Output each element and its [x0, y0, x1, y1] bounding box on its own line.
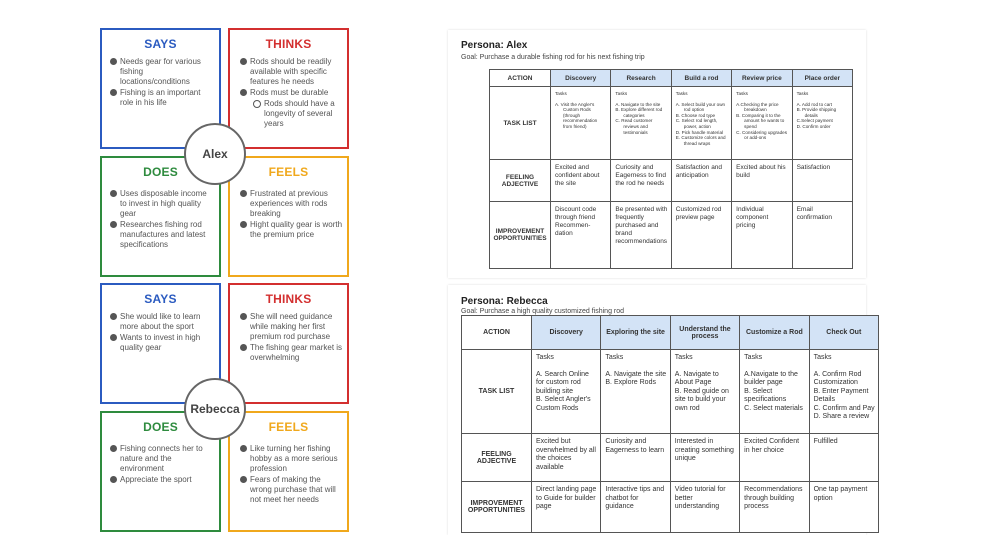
bullet-item: Rods must be durable — [240, 88, 343, 98]
bullet-item: Fears of making the wrong purchase that will not meet her needs — [240, 475, 343, 505]
quadrant-title: THINKS — [265, 37, 312, 51]
row-label: IMPROVEMENT OPPORTUNITIES — [462, 482, 532, 533]
cell-text: A. Navigate to the site — [615, 101, 661, 107]
cell-text: C. Confirm and Pay — [813, 404, 875, 412]
journey-table — [461, 315, 879, 533]
cell-text: Recommendations through building process — [744, 486, 803, 510]
bullet-item: Researches fishing rod manufactures and latest specifications — [110, 220, 215, 250]
cell-text: Discount code through friend Recommen-dation — [555, 206, 597, 237]
table-cell — [671, 202, 731, 269]
table-cell — [809, 482, 878, 533]
empathy-map-rebecca — [100, 283, 350, 533]
table-cell — [792, 87, 852, 160]
table-cell — [532, 350, 601, 434]
table-cell — [671, 87, 731, 160]
cell-text: D. Confirm order — [796, 123, 831, 129]
table-cell — [551, 160, 611, 202]
cell-heading: Tasks — [536, 354, 554, 361]
bullet-item: Needs gear for various fishing locations/conditions — [110, 57, 215, 87]
table-cell — [551, 87, 611, 160]
feels-quadrant — [228, 411, 349, 532]
spacer — [605, 363, 666, 371]
table-row — [490, 87, 853, 160]
cell-text: A. Search Online for custom rod building site — [536, 370, 589, 395]
spacer — [675, 363, 736, 371]
table-cell — [732, 87, 792, 160]
bullet-list — [230, 189, 347, 240]
cell-heading: Tasks — [736, 91, 748, 96]
table-cell — [670, 350, 739, 434]
table-cell — [551, 202, 611, 269]
cell-text: Curiosity and Eagerness to learn — [605, 438, 665, 454]
table-cell — [532, 482, 601, 533]
action-header: ACTION — [490, 70, 551, 87]
bullet-item: Fishing is an important role in his life — [110, 88, 215, 108]
table-cell — [532, 434, 601, 482]
bullet-list — [230, 312, 347, 363]
cell-text: Direct landing page to Guide for builder page — [536, 486, 597, 510]
persona-name-circle: Rebecca — [184, 378, 246, 440]
cell-text: Excited about his build — [736, 164, 786, 179]
cell-text: C. Select rod length, power, action — [675, 118, 718, 129]
cell-text: B. Choose rod type — [675, 112, 716, 118]
stage-header: Exploring the site — [601, 316, 670, 350]
cell-text: Excited Confident in her choice — [744, 438, 800, 454]
cell-heading: Tasks — [615, 91, 628, 96]
cell-text: Be presented with frequently purchased and brand recommendations — [615, 206, 668, 245]
cell-text: A. Visit the Angler's Custom Rods (through recommendation from friend) — [555, 101, 598, 129]
cell-text: Customized rod preview page — [675, 206, 722, 221]
cell-text: Fulfilled — [813, 438, 838, 445]
table-cell — [740, 434, 809, 482]
cell-text: Satisfaction and anticipation — [675, 164, 723, 179]
quadrant-title: THINKS — [265, 292, 312, 306]
cell-heading: Tasks — [555, 91, 567, 96]
table-cell — [740, 482, 809, 533]
table-cell — [611, 160, 671, 202]
cell-text: Email confirmation — [796, 206, 832, 221]
bullet-item: Rods should be readily available with specific features he needs — [240, 57, 343, 87]
stage-header: Customize a Rod — [740, 316, 809, 350]
bullet-list — [102, 57, 219, 108]
cell-text: One tap payment option — [813, 486, 868, 502]
feels-quadrant — [228, 156, 349, 277]
bullet-item: The fishing gear market is overwhelming — [240, 343, 343, 363]
table-cell — [601, 350, 670, 434]
stage-header: Research — [611, 70, 671, 87]
quadrant-title: FEELS — [268, 420, 309, 434]
persona-name-circle: Alex — [184, 123, 246, 185]
table-cell — [740, 350, 809, 434]
cell-text: C.Select payment — [796, 118, 833, 124]
bullet-item: She would like to learn more about the sport — [110, 312, 215, 332]
cell-text: B. Comparing it to the amount he wants to spend — [736, 112, 785, 129]
quadrant-title: DOES — [143, 420, 178, 434]
stage-header: Place order — [792, 70, 852, 87]
quadrant-title: DOES — [143, 165, 178, 179]
bullet-item: Hight quality gear is worth the premium price — [240, 220, 343, 240]
cell-heading: Tasks — [674, 354, 693, 361]
stage-header: Understand the process — [670, 316, 739, 350]
cell-text: C. Considering upgrades or add-ons — [736, 129, 787, 141]
persona-panel-alex — [448, 30, 866, 278]
stage-header: Build a rod — [671, 70, 731, 87]
quadrant-title: SAYS — [144, 37, 177, 51]
table-row — [490, 202, 853, 269]
cell-text: D. Share a review — [813, 413, 870, 420]
cell-text: A. Navigate to About Page — [674, 370, 719, 386]
table-cell — [809, 350, 878, 434]
table-cell — [611, 202, 671, 269]
persona-goal: Goal: Purchase a durable fishing rod for his next fishing trip — [461, 54, 645, 61]
bullet-list — [102, 189, 219, 250]
cell-text: A. Confirm Rod Customization — [813, 370, 862, 386]
cell-heading: Tasks — [675, 91, 688, 96]
bullet-item: Appreciate the sport — [110, 475, 215, 485]
cell-heading: Tasks — [813, 354, 832, 361]
cell-heading: Tasks — [744, 354, 763, 361]
cell-text: Interested in creating something unique — [674, 438, 734, 462]
bullet-item: She will need guidance while making her first premium rod purchase — [240, 312, 343, 342]
bullet-list — [102, 312, 219, 353]
cell-text: Excited but overwhelmed by all the choices available — [536, 438, 596, 471]
spacer — [814, 363, 875, 371]
bullet-item: Uses disposable income to invest in high quality gear — [110, 189, 215, 219]
cell-text: Video tutorial for better understanding — [674, 486, 726, 510]
cell-text: B. Read guide on site to build your own rod — [674, 387, 729, 412]
table-cell — [671, 160, 731, 202]
table-row — [490, 160, 853, 202]
journey-table — [489, 69, 853, 269]
thinks-quadrant — [228, 283, 349, 404]
cell-text: B. Explore different rod categories — [615, 107, 663, 118]
empathy-map-alex — [100, 28, 350, 278]
row-label: TASK LIST — [490, 87, 551, 160]
cell-text: A.Checking the price breakdown — [736, 101, 779, 113]
persona-title: Persona: Rebecca — [461, 296, 548, 307]
table-cell — [792, 160, 852, 202]
table-row — [462, 350, 879, 434]
cell-text: Excited and confident about the site — [555, 164, 600, 187]
table-cell — [732, 202, 792, 269]
table-row — [462, 482, 879, 533]
table-cell — [732, 160, 792, 202]
table-row — [462, 434, 879, 482]
table-cell — [670, 482, 739, 533]
bullet-item: Frustrated at previous experiences with rods breaking — [240, 189, 343, 219]
cell-text: A. Select build your own rod option — [675, 101, 726, 113]
spacer — [536, 363, 597, 371]
action-header: ACTION — [462, 316, 532, 350]
table-cell — [601, 482, 670, 533]
stage-header: Discovery — [532, 316, 601, 350]
cell-heading: Tasks — [605, 354, 624, 361]
table-cell — [809, 434, 878, 482]
cell-text: A. Add rod to cart — [796, 101, 833, 107]
cell-text: B. Explore Rods — [605, 379, 656, 386]
bullet-list — [102, 444, 219, 485]
cell-text: Curiosity and Eagerness to find the rod he needs — [615, 164, 666, 187]
cell-text: D. Pick handle material — [675, 129, 724, 135]
cell-text: B. Provide shipping details — [796, 107, 837, 118]
cell-text: A. Navigate the site — [605, 370, 667, 378]
stage-header: Check Out — [809, 316, 878, 350]
cell-heading: Tasks — [796, 91, 809, 96]
table-cell — [601, 434, 670, 482]
row-label: IMPROVEMENT OPPORTUNITIES — [490, 202, 551, 269]
cell-text: E. Customize colors and thread wraps — [675, 135, 726, 146]
row-label: FEELING ADJECTIVE — [462, 434, 532, 482]
spacer — [744, 363, 805, 371]
table-cell — [611, 87, 671, 160]
bullet-item: Wants to invest in high quality gear — [110, 333, 215, 353]
cell-text: Satisfaction — [796, 164, 831, 171]
cell-text: Individual component pricing — [736, 206, 769, 229]
cell-text: Interactive tips and chatbot for guidance — [605, 486, 665, 510]
row-label: TASK LIST — [462, 350, 532, 434]
cell-text: B. Select Angler's Custom Rods — [536, 396, 591, 412]
cell-text: B. Enter Payment Details — [813, 387, 869, 403]
bullet-item: Like turning her fishing hobby as a more serious profession — [240, 444, 343, 474]
bullet-list — [230, 57, 347, 129]
cell-text: B. Select specifications — [744, 387, 787, 403]
row-label: FEELING ADJECTIVE — [490, 160, 551, 202]
persona-title: Persona: Alex — [461, 40, 528, 51]
sub-bullet-item: Rods should have a longevity of several years — [240, 99, 343, 129]
cell-text: A.Navigate to the builder page — [744, 370, 798, 386]
bullet-item: Fishing connects her to nature and the environment — [110, 444, 215, 474]
thinks-quadrant — [228, 28, 349, 149]
persona-panel-rebecca — [448, 285, 875, 535]
cell-text: C. Select materials — [744, 404, 803, 412]
bullet-list — [230, 444, 347, 505]
table-cell — [670, 434, 739, 482]
quadrant-title: SAYS — [144, 292, 177, 306]
stage-header: Review price — [732, 70, 792, 87]
table-cell — [792, 202, 852, 269]
stage-header: Discovery — [551, 70, 611, 87]
quadrant-title: FEELS — [268, 165, 309, 179]
persona-goal: Goal: Purchase a high quality customized fishing rod — [461, 308, 625, 315]
cell-text: C. Read customer reviews and testimonials — [615, 118, 653, 135]
